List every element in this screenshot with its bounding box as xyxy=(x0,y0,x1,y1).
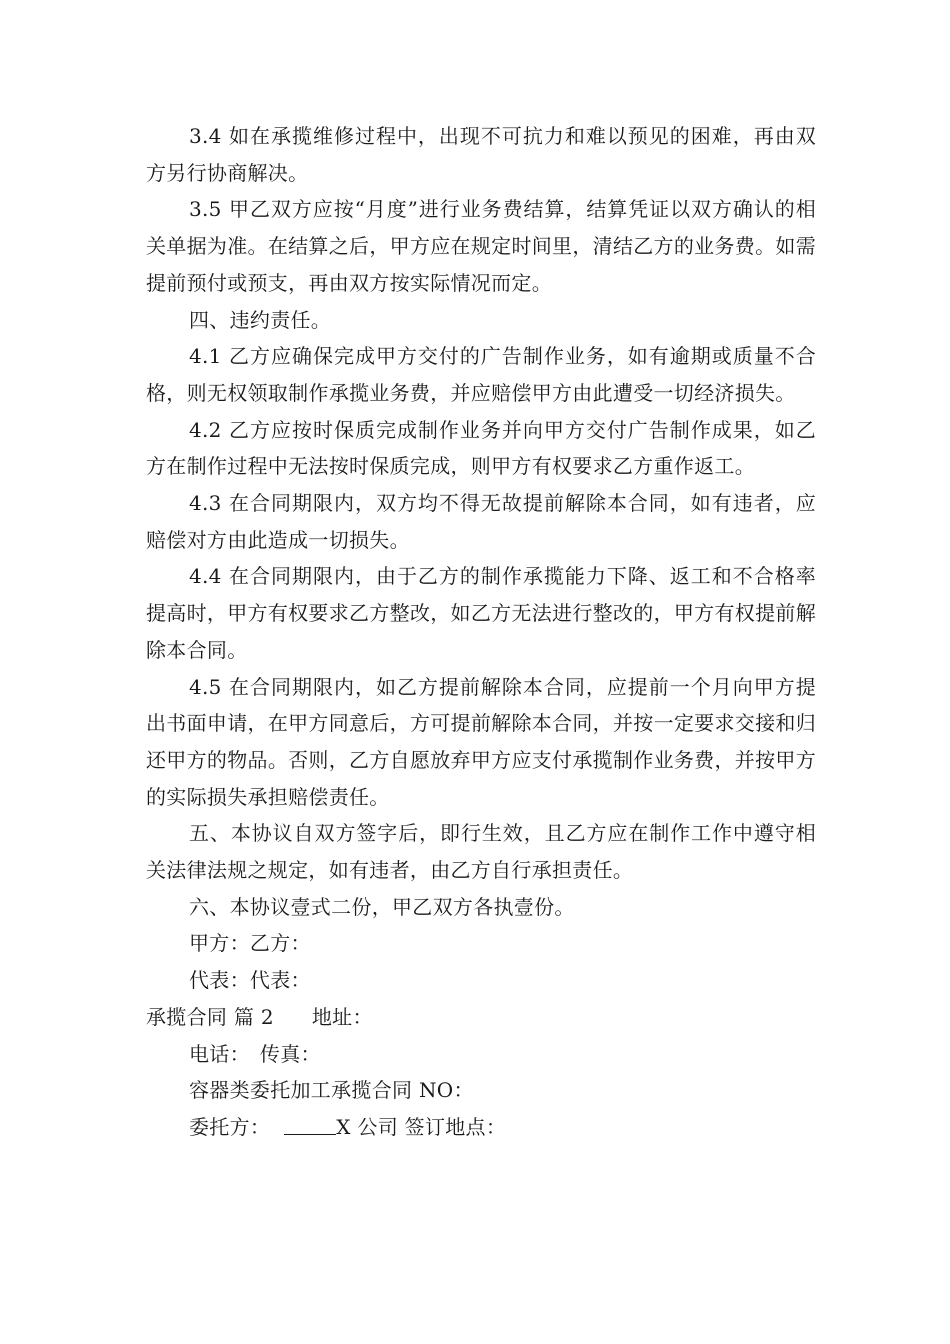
clause-4-3: 4.3 在合同期限内，双方均不得无故提前解除本合同，如有违者，应赔偿对方由此造成一切损失。 xyxy=(146,491,816,552)
fax-label: 传真： xyxy=(259,1041,321,1066)
client-line xyxy=(146,1109,816,1146)
phone-label: 电话： xyxy=(189,1041,250,1066)
clause-4-2: 4.2 乙方应按时保质完成制作业务并向甲方交付广告制作成果，如乙方在制作过程中无法按时保质完成，则甲方有权要求乙方重作返工。 xyxy=(146,417,816,479)
client-company: X 公司 签订地点： xyxy=(336,1114,507,1139)
contract-name: 容器类委托加工承揽合同 NO： xyxy=(189,1078,474,1103)
blank-underline xyxy=(284,1115,336,1135)
contract-2-title: 承揽合同 篇 2 xyxy=(146,1004,274,1029)
clause-4-4: 4.4 在合同期限内，由于乙方的制作承揽能力下降、返工和不合格率提高时，甲方有权要求乙方整改，如乙方无法进行整改的，甲方有权提前解除本合同。 xyxy=(146,564,816,662)
section-5: 五、本协议自双方签字后，即行生效，且乙方应在制作工作中遵守相关法律法规之规定，如有违者，由乙方自行承担责任。 xyxy=(146,821,816,883)
clause-3-5: 3.5 甲乙双方应按“月度”进行业务费结算，结算凭证以双方确认的相关单据为准。在结算之后，甲方应在规定时间里，清结乙方的业务费。如需提前预付或预支，再由双方按实际情况而定。 xyxy=(146,197,816,295)
client-label: 委托方： xyxy=(189,1114,271,1139)
parties-line: 甲方：乙方： xyxy=(189,931,311,956)
representatives-line: 代表：代表： xyxy=(189,968,311,993)
section-4-heading: 四、违约责任。 xyxy=(189,307,332,332)
section-6: 六、本协议壹式二份，甲乙双方各执壹份。 xyxy=(189,894,575,919)
contract-2-title-line xyxy=(146,999,816,1036)
address-label: 地址： xyxy=(311,1004,373,1029)
clause-3-4: 3.4 如在承揽维修过程中，出现不可抗力和难以预见的困难，再由双方另行协商解决。 xyxy=(146,124,816,185)
document-page xyxy=(146,118,816,1146)
clause-4-1: 4.1 乙方应确保完成甲方交付的广告制作业务，如有逾期或质量不合格，则无权领取制作承揽业务费，并应赔偿甲方由此遭受一切经济损失。 xyxy=(146,344,816,405)
clause-4-5: 4.5 在合同期限内，如乙方提前解除本合同，应提前一个月向甲方提出书面申请，在甲方同意后，方可提前解除本合同，并按一定要求交接和归还甲方的物品。否则，乙方自愿放弃甲方应支付承揽制作业务费，并按甲方的实际损失承担赔偿责任。 xyxy=(146,674,816,809)
phone-fax-line xyxy=(146,1036,816,1073)
